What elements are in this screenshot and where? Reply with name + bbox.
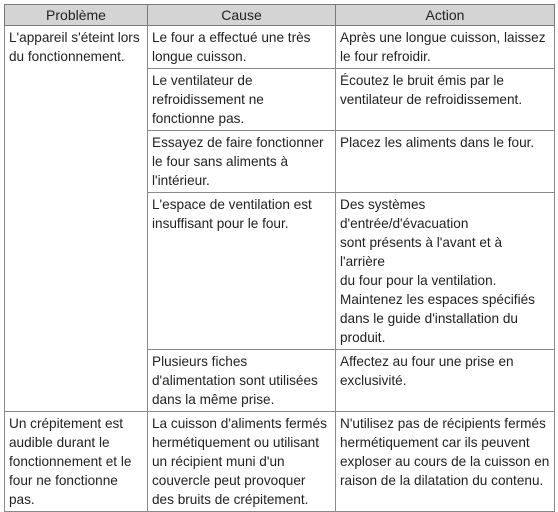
action-cell: Affectez au four une prise en exclusivité. (336, 350, 555, 412)
cause-cell: Essayez de faire fonctionner le four sans aliments à l'intérieur. (148, 131, 336, 193)
action-cell: Écoutez le bruit émis par le ventilateur de refroidissement. (336, 69, 555, 131)
troubleshooting-table (4, 4, 555, 512)
cause-cell: Plusieurs fiches d'alimentation sont utilisées dans la même prise. (148, 350, 336, 412)
header-cause: Cause (148, 5, 336, 26)
header-action: Action (336, 5, 555, 26)
table-header-row (5, 5, 555, 26)
problem-cell: Un crépitement est audible durant le fonctionnement et le four ne fonctionne pas. (5, 412, 148, 512)
cause-cell: L'espace de ventilation est insuffisant pour le four. (148, 193, 336, 350)
action-cell: Après une longue cuisson, laissez le four refroidir. (336, 26, 555, 69)
table-row (5, 26, 555, 69)
cause-cell: La cuisson d'aliments fermés hermétiquement ou utilisant un récipient muni d'un couvercle peut provoquer des bruits de crépitement. (148, 412, 336, 512)
cause-cell: Le ventilateur de refroidissement ne fonctionne pas. (148, 69, 336, 131)
problem-cell: L'appareil s'éteint lors du fonctionnement. (5, 26, 148, 412)
action-cell: Placez les aliments dans le four. (336, 131, 555, 193)
troubleshooting-table-container (4, 4, 555, 512)
header-problem: Problème (5, 5, 148, 26)
action-cell: N'utilisez pas de récipients fermés hermétiquement car ils peuvent exploser au cours de la cuisson en raison de la dilatation du contenu. (336, 412, 555, 512)
cause-cell: Le four a effectué une très longue cuisson. (148, 26, 336, 69)
action-cell: Des systèmes d'entrée/d'évacuation sont présents à l'avant et à l'arrière du four pour la ventilation. Maintenez les espaces spécifiés dans le guide d'installation du produit. (336, 193, 555, 350)
